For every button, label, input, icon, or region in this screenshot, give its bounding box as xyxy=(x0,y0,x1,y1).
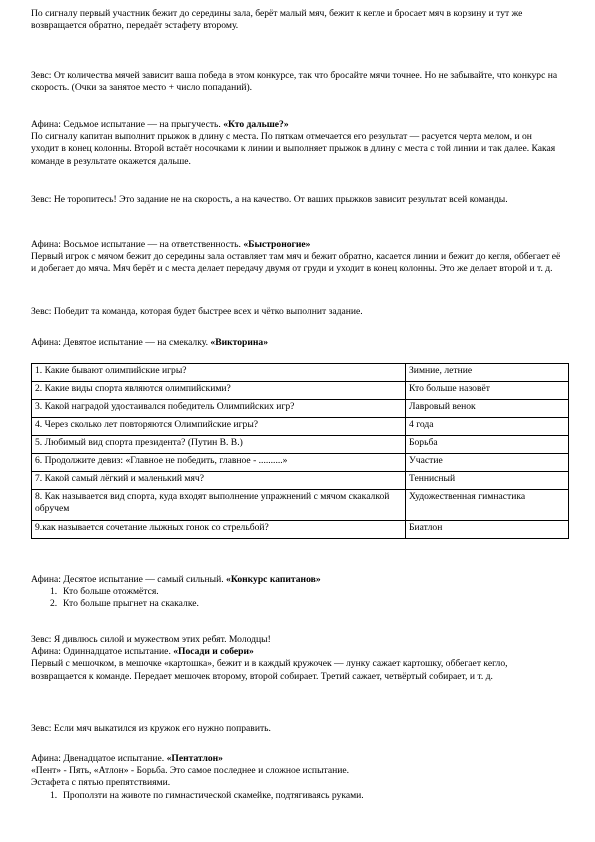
quiz-answer-cell: Художественная гимнастика xyxy=(406,490,569,521)
quiz-table xyxy=(31,363,569,539)
quiz-answer-cell: Теннисный xyxy=(406,472,569,490)
paragraph-zeus-ball-rolled: Зевс: Если мяч выкатился из кружок его нужно поправить. xyxy=(31,723,271,734)
ninth-trial-heading: Афина: Девятое испытание — на смекалку. «Викторина» xyxy=(31,337,269,348)
list-item: 1. Проползти на животе по гимнастической скамейке, подтягиваясь руками. xyxy=(50,789,364,801)
paragraph-zeus-balls: Зевс: От количества мячей зависит ваша победа в этом конкурсе, так что бросайте мячи точнее. Но не забывайте, что конкурс на скорость. (Очки за занятое место + число попаданий). xyxy=(31,70,558,94)
quiz-answer-cell: Лавровый венок xyxy=(406,400,569,418)
paragraph-zeus-admire: Зевс: Я дивлюсь силой и мужеством этих ребят. Молодцы! xyxy=(31,634,271,645)
seventh-trial-title: «Кто дальше?» xyxy=(223,119,289,130)
quiz-answer-cell: Борьба xyxy=(406,436,569,454)
quiz-question-cell: 9.как называется сочетание лыжных гонок со стрельбой? xyxy=(32,521,406,539)
quiz-question-cell: 6. Продолжите девиз: «Главное не победить, главное - ..........» xyxy=(32,454,406,472)
quiz-answer-cell: Кто больше назовёт xyxy=(406,382,569,400)
paragraph-zeus-winner: Зевс: Победит та команда, которая будет быстрее всех и чётко выполнит задание. xyxy=(31,306,363,317)
table-row xyxy=(32,400,569,418)
twelfth-trial-title: «Пентатлон» xyxy=(166,753,223,764)
paragraph-relay-description: По сигналу первый участник бежит до середины зала, берёт малый мяч, бежит к кегле и бросает мяч в корзину и тут же возвращается обратно, передаёт эстафету второму. xyxy=(31,8,523,32)
quiz-question-cell: 5. Любимый вид спорта президента? (Путин В. В.) xyxy=(32,436,406,454)
table-row xyxy=(32,521,569,539)
quiz-question-cell: 8. Как называется вид спорта, куда входят выполнение упражнений с мячом скакалкой обручем xyxy=(32,490,406,521)
list-item: 1. Кто больше отожмётся. xyxy=(50,586,159,598)
section-twelfth-trial xyxy=(31,753,561,802)
eighth-trial-title: «Быстроногие» xyxy=(243,239,311,250)
table-row xyxy=(32,490,569,521)
section-eighth-trial xyxy=(31,239,561,276)
table-row xyxy=(32,472,569,490)
quiz-answer-cell: 4 года xyxy=(406,418,569,436)
paragraph-zeus-no-hurry: Зевс: Не торопитесь! Это задание не на скорость, а на качество. От ваших прыжков зависит результат всей команды. xyxy=(31,194,508,205)
seventh-trial-body: По сигналу капитан выполнит прыжок в длину с места. По пяткам отмечается его результат — расуется черта мелом, и он уходит в конец колонны. Второй встаёт носочками к линии и выполняет прыжок в длину с места с той линии и так далее. Какая команде в результате окажется дальше. xyxy=(31,131,556,167)
table-row xyxy=(32,418,569,436)
list-item: 2. Кто больше прыгнет на скакалке. xyxy=(50,598,199,610)
captains-list xyxy=(31,586,561,610)
table-row xyxy=(32,436,569,454)
eighth-trial-heading: Афина: Восьмое испытание — на ответственность. «Быстроногие» xyxy=(31,239,311,250)
section-eleventh-trial xyxy=(31,634,561,683)
pentathlon-definition: «Пент» - Пять, «Атлон» - Борьба. Это самое последнее и сложное испытание. xyxy=(31,765,350,777)
table-row xyxy=(32,364,569,382)
quiz-answer-cell: Биатлон xyxy=(406,521,569,539)
pentathlon-list xyxy=(31,790,561,802)
twelfth-trial-heading: Афина: Двенадцатое испытание. «Пентатлон» xyxy=(31,753,223,764)
quiz-question-cell: 3. Какой наградой удостаивался победитель Олимпийских игр? xyxy=(32,400,406,418)
table-row xyxy=(32,454,569,472)
section-seventh-trial xyxy=(31,119,561,168)
eleventh-trial-title: «Посади и собери» xyxy=(173,646,254,658)
eleventh-trial-heading: Афина: Одиннадцатое испытание. «Посади и собери» xyxy=(31,646,254,658)
quiz-question-cell: 2. Какие виды спорта являются олимпийскими? xyxy=(32,382,406,400)
table-row xyxy=(32,382,569,400)
quiz-answer-cell: Участие xyxy=(406,454,569,472)
quiz-answer-cell: Зимние, летние xyxy=(406,364,569,382)
ninth-trial-title: «Викторина» xyxy=(210,337,269,348)
tenth-trial-heading: Афина: Десятое испытание — самый сильный. «Конкурс капитанов» xyxy=(31,574,321,585)
tenth-trial-title: «Конкурс капитанов» xyxy=(226,574,321,585)
eleventh-trial-body: Первый с мешочком, в мешочке «картошка», бежит и в каждый кружочек — лунку сажает картошку, оббегает кегло, возвращается к команде. Передает мешочек второму, второй собирает. Третий сажает, четвёртый собирает, и т. д. xyxy=(31,658,508,682)
seventh-trial-heading: Афина: Седьмое испытание — на прыгучесть. «Кто дальше?» xyxy=(31,119,289,130)
quiz-question-cell: 4. Через сколько лет повторяются Олимпийские игры? xyxy=(32,418,406,436)
eighth-trial-body: Первый игрок с мячом бежит до середины зала оставляет там мяч и бежит обратно, касается линии и бежит до кегля, оббегает её и добегает до мяча. Мяч берёт и с места делает передачу двумя от груди и уходит в конец колонны. Это же делает второй и т. д. xyxy=(31,251,561,275)
relay-obstacles: Эстафета с пятью препятствиями. xyxy=(31,777,171,789)
quiz-question-cell: 1. Какие бывают олимпийские игры? xyxy=(32,364,406,382)
quiz-question-cell: 7. Какой самый лёгкий и маленький мяч? xyxy=(32,472,406,490)
section-tenth-trial xyxy=(31,574,561,611)
